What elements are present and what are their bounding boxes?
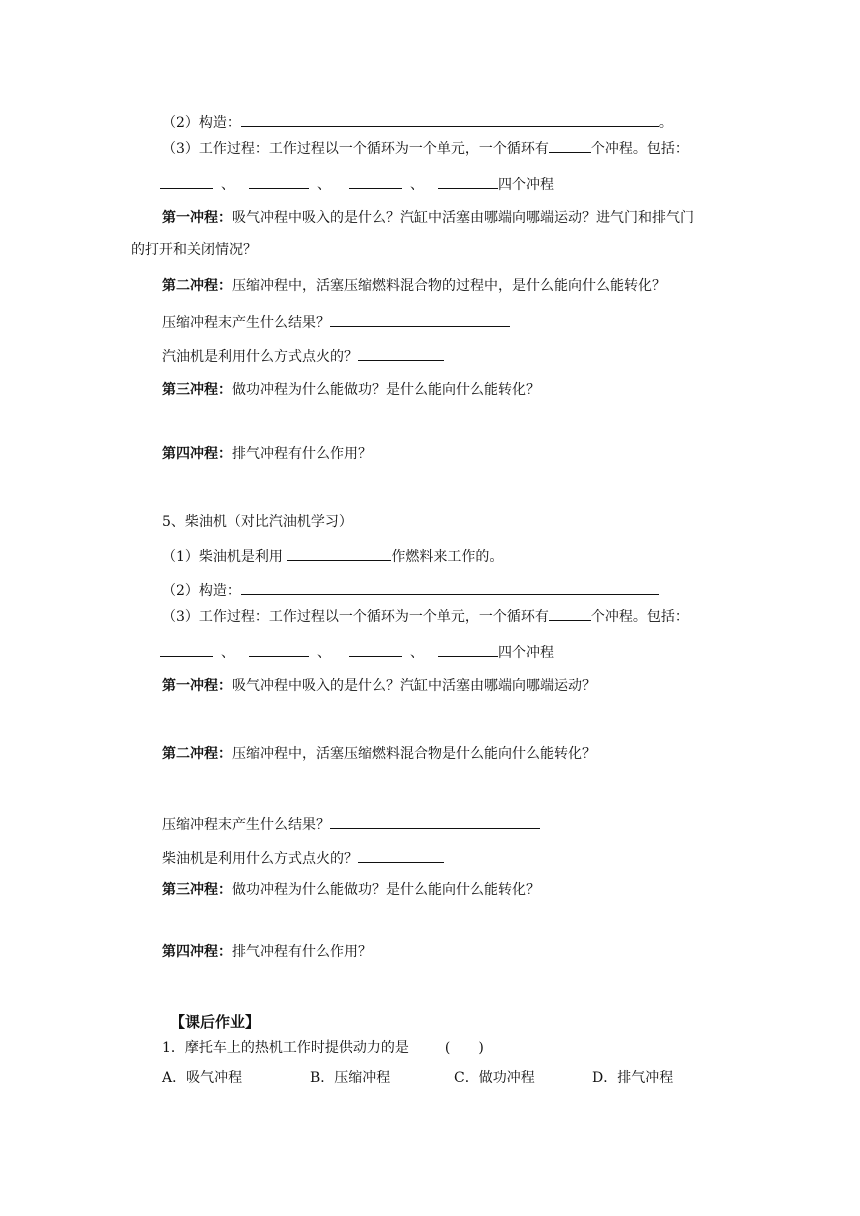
diesel-ignite-question: 柴油机是利用什么方式点火的？: [162, 848, 444, 869]
option-d[interactable]: D．排气冲程: [592, 1070, 674, 1086]
stroke-blank-3[interactable]: [349, 174, 402, 189]
gas-stroke1: 第一冲程：吸气冲程中吸入的是什么？汽缸中活塞由哪端向哪端运动？进气门和排气门: [162, 210, 694, 226]
fuel-blank[interactable]: [287, 546, 391, 561]
stroke-blank-1[interactable]: [160, 174, 213, 189]
option-c[interactable]: C．做功冲程: [454, 1070, 535, 1086]
diesel-stroke-blank-1[interactable]: [160, 642, 213, 657]
homework-title: 【课后作业】: [170, 1013, 261, 1031]
diesel-strokes-line: 、 、 、 四个冲程: [160, 642, 554, 663]
diesel-title: 5、柴油机（对比汽油机学习）: [162, 514, 353, 530]
diesel-ignite-blank[interactable]: [358, 848, 444, 863]
diesel-stroke4: 第四冲程：排气冲程有什么作用？: [162, 944, 372, 960]
diesel-structure-blank[interactable]: [241, 580, 659, 595]
option-a[interactable]: A．吸气冲程: [162, 1070, 243, 1086]
option-b[interactable]: B．压缩冲程: [310, 1070, 391, 1086]
gas-stroke2: 第二冲程：压缩冲程中，活塞压缩燃料混合物的过程中，是什么能向什么能转化？: [162, 278, 666, 294]
gas-process-line: （3）工作过程：工作过程以一个循环为一个单元，一个循环有 个冲程。包括：: [162, 138, 689, 159]
diesel-structure-line: （2）构造：: [162, 580, 659, 601]
answer-paren[interactable]: ( ): [444, 1040, 484, 1056]
diesel-stroke3: 第三冲程：做功冲程为什么能做功？是什么能向什么能转化？: [162, 882, 540, 898]
diesel-stroke-blank-3[interactable]: [349, 642, 402, 657]
gas-result-question: 压缩冲程末产生什么结果？: [162, 312, 510, 333]
gas-ignite-question: 汽油机是利用什么方式点火的？: [162, 346, 444, 367]
diesel-stroke-count-blank[interactable]: [549, 606, 591, 621]
diesel-stroke1: 第一冲程：吸气冲程中吸入的是什么？汽缸中活塞由哪端向哪端运动？: [162, 678, 596, 694]
diesel-stroke2: 第二冲程：压缩冲程中，活塞压缩燃料混合物是什么能向什么能转化？: [162, 746, 596, 762]
diesel-result-blank[interactable]: [330, 814, 540, 829]
diesel-fuel-line: （1）柴油机是利用 作燃料来工作的。: [162, 546, 503, 567]
diesel-stroke-blank-2[interactable]: [249, 642, 309, 657]
gas-stroke4: 第四冲程：排气冲程有什么作用？: [162, 446, 372, 462]
gas-strokes-line: 、 、 、 四个冲程: [160, 174, 554, 195]
gas-structure-line: （2）构造： 。: [162, 112, 673, 133]
homework-q1: 1．摩托车上的热机工作时提供动力的是 ( ): [162, 1040, 484, 1056]
ignite-blank[interactable]: [358, 346, 444, 361]
stroke-count-blank[interactable]: [549, 138, 591, 153]
stroke-blank-4[interactable]: [438, 174, 498, 189]
structure-blank[interactable]: [241, 112, 659, 127]
diesel-process-line: （3）工作过程：工作过程以一个循环为一个单元，一个循环有 个冲程。包括：: [162, 606, 689, 627]
result-blank[interactable]: [330, 312, 510, 327]
gas-stroke1-cont: 的打开和关闭情况？: [131, 242, 257, 258]
gas-stroke3: 第三冲程：做功冲程为什么能做功？是什么能向什么能转化？: [162, 382, 540, 398]
diesel-stroke-blank-4[interactable]: [438, 642, 498, 657]
stroke-blank-2[interactable]: [249, 174, 309, 189]
diesel-result-question: 压缩冲程末产生什么结果？: [162, 814, 540, 835]
